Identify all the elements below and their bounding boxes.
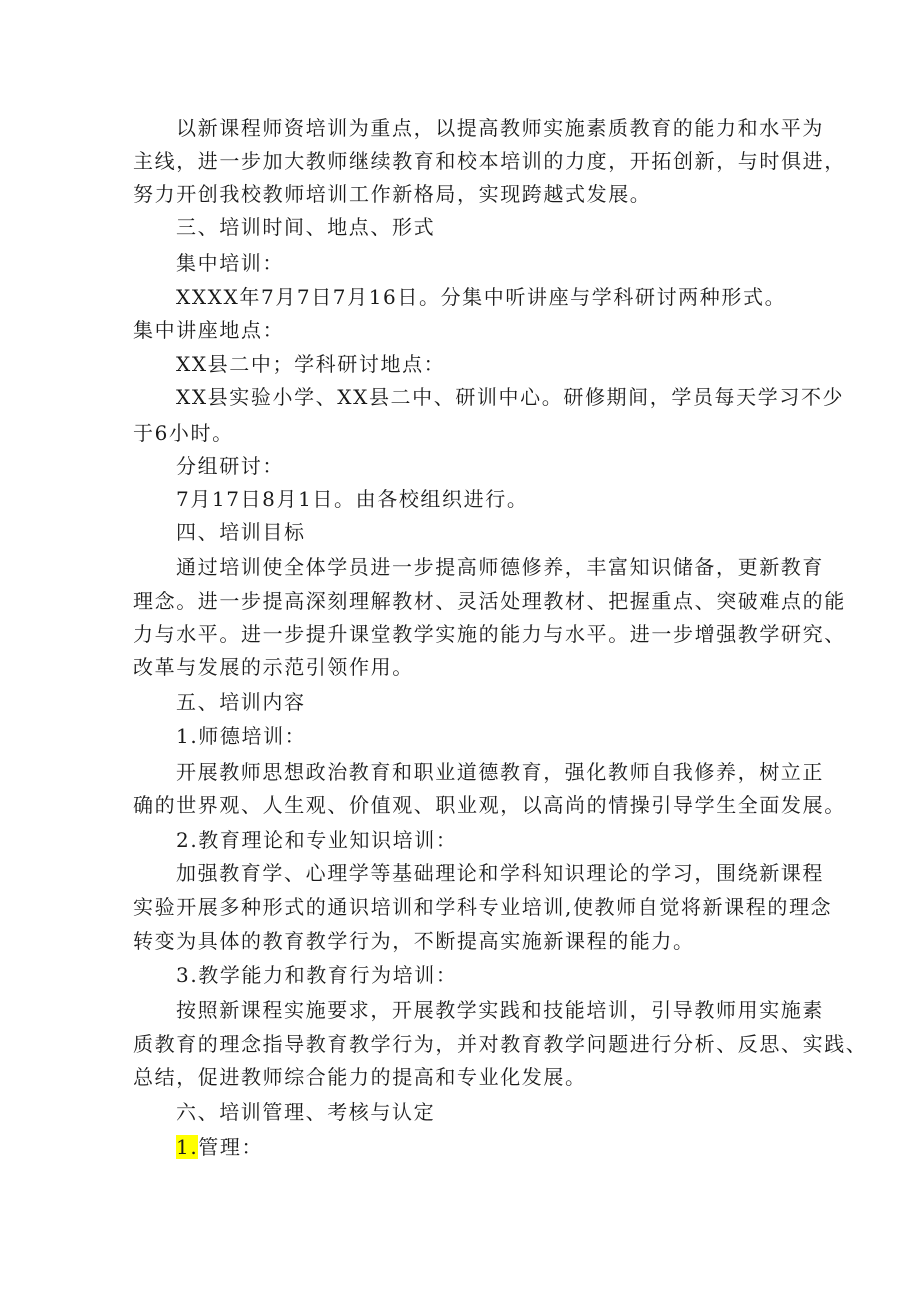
paragraph-line: 总结，促进教师综合能力的提高和专业化发展。 bbox=[133, 1065, 587, 1089]
paragraph-line: 通过培训使全体学员进一步提高师德修养，丰富知识储备，更新教育 bbox=[176, 555, 824, 579]
paragraph-line: 于6小时。 bbox=[133, 421, 234, 445]
paragraph-line: 实验开展多种形式的通识培训和学科专业培训,使教师自觉将新课程的理念 bbox=[133, 895, 833, 919]
paragraph-line: XXXX年7月7日7月16日。分集中听讲座与学科研讨两种形式。 bbox=[176, 285, 787, 309]
subheading: 分组研讨： bbox=[176, 454, 284, 478]
paragraph-line: 7月17日8月1日。由各校组织进行。 bbox=[176, 487, 529, 511]
section-heading: 三、培训时间、地点、形式 bbox=[176, 215, 436, 239]
paragraph-line: XX县二中；学科研讨地点： bbox=[176, 352, 446, 376]
numbered-heading: 3.教学能力和教育行为培训： bbox=[176, 963, 458, 987]
paragraph-line: XX县实验小学、XX县二中、研训中心。研修期间，学员每天学习不少 bbox=[176, 385, 845, 409]
numbered-heading bbox=[176, 1133, 263, 1161]
subheading: 集中培训： bbox=[176, 251, 284, 275]
paragraph-line: 以新课程师资培训为重点，以提高教师实施素质教育的能力和水平为 bbox=[176, 116, 824, 140]
paragraph-line: 集中讲座地点： bbox=[133, 318, 285, 342]
paragraph-line: 加强教育学、心理学等基础理论和学科知识理论的学习，围绕新课程 bbox=[176, 861, 824, 885]
highlighted-number: 1. bbox=[176, 1135, 199, 1159]
paragraph-line: 按照新课程实施要求，开展教学实践和技能培训，引导教师用实施素 bbox=[176, 998, 824, 1022]
numbered-heading: 1.师德培训： bbox=[176, 724, 307, 748]
numbered-heading: 2.教育理论和专业知识培训： bbox=[176, 828, 458, 852]
section-heading: 五、培训内容 bbox=[176, 690, 306, 714]
paragraph-line: 力与水平。进一步提升课堂教学实施的能力与水平。进一步增强教学研究、 bbox=[133, 622, 846, 646]
paragraph-line: 转变为具体的教育教学行为，不断提高实施新课程的能力。 bbox=[133, 929, 695, 953]
paragraph-line: 质教育的理念指导教育教学行为，并对教育教学问题进行分析、反思、实践、 bbox=[133, 1032, 868, 1056]
paragraph-line: 改革与发展的示范引领作用。 bbox=[133, 655, 414, 679]
paragraph-line: 理念。进一步提高深刻理解教材、灵活处理教材、把握重点、突破难点的能 bbox=[133, 589, 846, 613]
section-heading: 四、培训目标 bbox=[176, 520, 306, 544]
paragraph-line: 主线，进一步加大教师继续教育和校本培训的力度，开拓创新，与时俱进， bbox=[133, 149, 846, 173]
paragraph-line: 开展教师思想政治教育和职业道德教育，强化教师自我修养，树立正 bbox=[176, 760, 824, 784]
paragraph-line: 努力开创我校教师培训工作新格局，实现跨越式发展。 bbox=[133, 182, 652, 206]
item-label: 管理： bbox=[198, 1135, 264, 1159]
paragraph-line: 确的世界观、人生观、价值观、职业观，以高尚的情操引导学生全面发展。 bbox=[133, 793, 846, 817]
section-heading: 六、培训管理、考核与认定 bbox=[176, 1100, 436, 1124]
